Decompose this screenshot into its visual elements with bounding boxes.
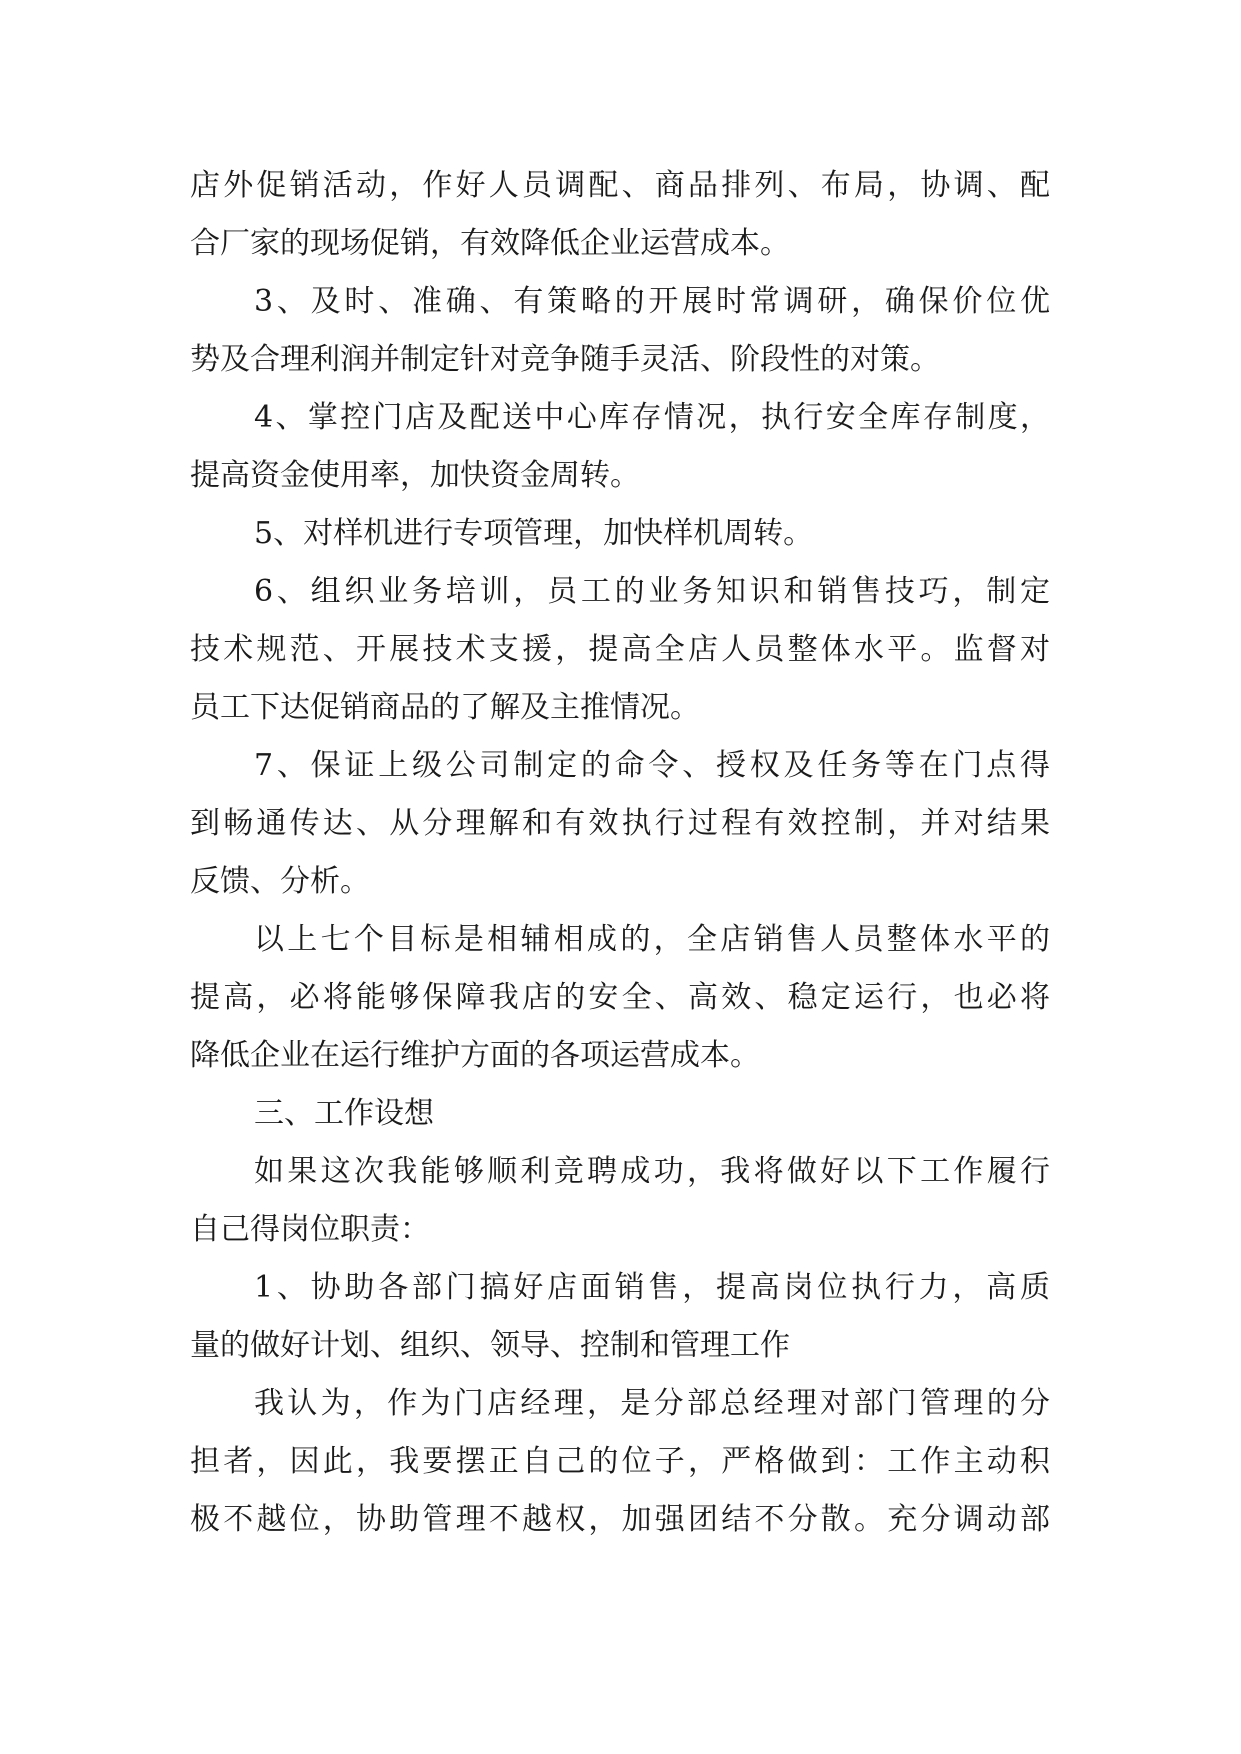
text-line: 7、保证上级公司制定的命令、授权及任务等在门点得: [254, 748, 1050, 783]
text-line: 我认为，作为门店经理，是分部总经理对部门管理的分: [254, 1386, 1050, 1421]
text-line: 三、工作设想: [254, 1096, 434, 1131]
text-line: 反馈、分析。: [190, 864, 370, 899]
text-line: 3、及时、准确、有策略的开展时常调研，确保价位优: [254, 284, 1050, 319]
text-line: 极不越位，协助管理不越权，加强团结不分散。充分调动部: [190, 1502, 1050, 1537]
text-line: 担者，因此，我要摆正自己的位子，严格做到：工作主动积: [190, 1444, 1050, 1479]
text-line: 4、掌控门店及配送中心库存情况，执行安全库存制度，: [254, 400, 1050, 435]
text-line: 势及合理利润并制定针对竞争随手灵活、阶段性的对策。: [190, 342, 940, 377]
body-text: [190, 157, 1050, 1549]
text-line: 5、对样机进行专项管理，加快样机周转。: [254, 516, 814, 551]
text-line: 技术规范、开展技术支援，提高全店人员整体水平。监督对: [190, 632, 1050, 667]
text-line: 以上七个目标是相辅相成的，全店销售人员整体水平的: [254, 922, 1050, 957]
text-line: 合厂家的现场促销，有效降低企业运营成本。: [190, 226, 790, 261]
text-line: 自己得岗位职责：: [190, 1212, 430, 1247]
text-line: 量的做好计划、组织、领导、控制和管理工作: [190, 1328, 790, 1363]
text-line: 6、组织业务培训，员工的业务知识和销售技巧，制定: [254, 574, 1050, 609]
text-line: 降低企业在运行维护方面的各项运营成本。: [190, 1038, 760, 1073]
text-line: 提高，必将能够保障我店的安全、高效、稳定运行，也必将: [190, 980, 1050, 1015]
text-line: 1、协助各部门搞好店面销售，提高岗位执行力，高质: [254, 1270, 1050, 1305]
text-line: 到畅通传达、从分理解和有效执行过程有效控制，并对结果: [190, 806, 1050, 841]
text-line: 提高资金使用率，加快资金周转。: [190, 458, 640, 493]
text-line: 员工下达促销商品的了解及主推情况。: [190, 690, 700, 725]
text-line: 如果这次我能够顺利竞聘成功，我将做好以下工作履行: [254, 1154, 1050, 1189]
text-line: 店外促销活动，作好人员调配、商品排列、布局，协调、配: [190, 168, 1050, 203]
